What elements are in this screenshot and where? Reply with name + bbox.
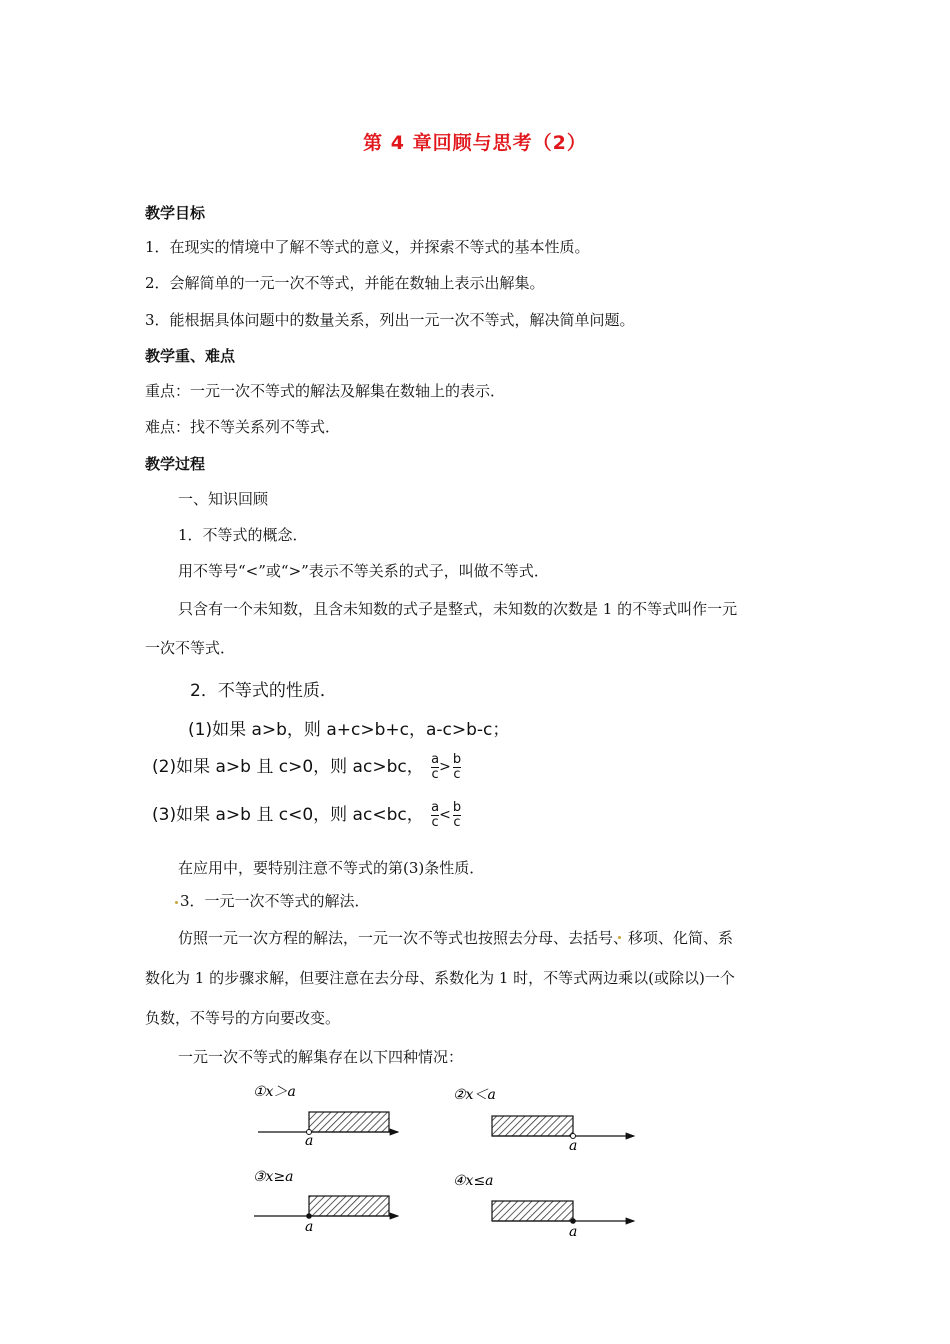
fraction-num: a [431, 799, 440, 815]
fraction-operator: > [439, 759, 451, 775]
figure-x-less-equal-a [453, 1173, 634, 1240]
paragraph: 负数，不等号的方向要改变。 [145, 1009, 341, 1027]
paragraph: 一元一次不等式的解集存在以下四种情况： [178, 1048, 464, 1066]
fraction-num: a [431, 751, 440, 767]
objective-item: 2．会解简单的一元一次不等式，并能在数轴上表示出解集。 [145, 274, 545, 292]
key-point-text: 重点：一元一次不等式的解法及解集在数轴上的表示． [145, 382, 506, 400]
objective-item: 3．能根据具体问题中的数量关系，列出一元一次不等式，解决简单问题。 [145, 311, 635, 329]
paragraph: 数化为 1 的步骤求解，但要注意在去分母、系数化为 1 时，不等式两边乘以(或除以)一个 [145, 969, 735, 987]
point-label: a [569, 1224, 578, 1240]
point-label: a [305, 1133, 314, 1149]
fraction-den: c [431, 766, 439, 782]
item-title: 1．不等式的概念． [178, 526, 308, 544]
closed-point [306, 1213, 312, 1219]
paragraph: 用不等号“<”或“>”表示不等关系的式子，叫做不等式． [178, 562, 549, 580]
solution-region [492, 1116, 573, 1136]
closed-point [570, 1218, 576, 1224]
figure-x-greater-equal-a [253, 1169, 398, 1235]
fraction-operator: < [439, 807, 451, 823]
difficult-point-text: 难点：找不等关系列不等式． [145, 418, 341, 436]
solution-region [309, 1196, 389, 1216]
objective-item: 1．在现实的情境中了解不等式的意义，并探索不等式的基本性质。 [145, 238, 590, 256]
paragraph: 只含有一个未知数，且含未知数的式子是整式，未知数的次数是 1 的不等式叫作一元 [178, 600, 738, 618]
item-title: 3．一元一次不等式的解法． [180, 892, 370, 910]
property-3-text: (3)如果 a>b 且 c<0，则 ac<bc， [152, 805, 424, 825]
fraction-den: c [453, 814, 461, 830]
process-heading: 教学过程 [145, 455, 206, 473]
fraction-den: c [453, 766, 461, 782]
fraction-num: b [452, 751, 462, 767]
point-label: a [305, 1219, 314, 1235]
paragraph: 一次不等式． [145, 639, 236, 657]
property-2-text: (2)如果 a>b 且 c>0，则 ac>bc， [152, 757, 424, 777]
fraction-num: b [452, 799, 462, 815]
solution-region [309, 1112, 389, 1132]
paragraph: 在应用中，要特别注意不等式的第(3)条性质． [178, 859, 485, 877]
fraction-den: c [431, 814, 439, 830]
solution-region [492, 1201, 573, 1221]
figure-label: ①x＞a [253, 1084, 296, 1100]
item-title: 2．不等式的性质． [190, 681, 337, 701]
point-label: a [569, 1138, 578, 1154]
property-1: (1)如果 a>b，则 a+c>b+c，a-c>b-c； [188, 720, 510, 740]
section-title: 一、知识回顾 [178, 490, 269, 508]
figure-label: ④x≤a [453, 1173, 494, 1189]
figure-label: ③x≥a [253, 1169, 294, 1185]
figure-x-greater-a [253, 1084, 398, 1149]
page-title: 第 4 章回顾与思考（2） [363, 132, 587, 154]
key-points-heading: 教学重、难点 [145, 347, 236, 365]
figure-x-less-a [453, 1087, 634, 1154]
paragraph: 仿照一元一次方程的解法，一元一次不等式也按照去分母、去括号、移项、化简、系 [178, 929, 734, 947]
objectives-heading: 教学目标 [145, 204, 206, 222]
figure-label: ②x＜a [453, 1087, 496, 1103]
